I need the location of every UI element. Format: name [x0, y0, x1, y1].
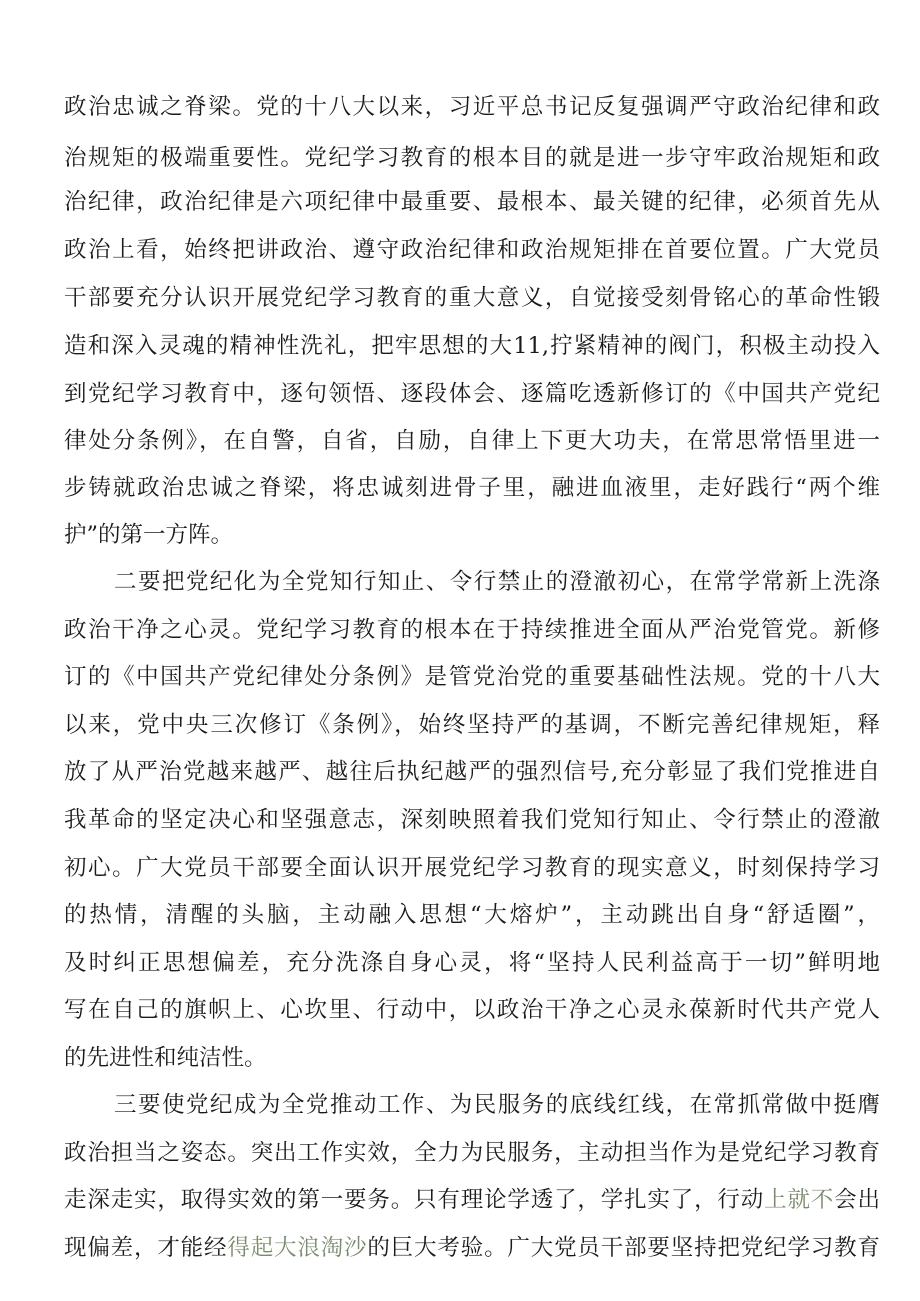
text-line: 政治上看，始终把讲政治、遵守政治纪律和政治规矩排在首要位置。广大党员 — [64, 237, 880, 263]
text-line-indented: 二要把党纪化为全党知行知止、令行禁止的澄澈初心，在常学常新上洗涤 — [114, 569, 880, 595]
text-line: 造和深入灵魂的精神性洗礼，把牢思想的大11,拧紧精神的阀门，积极主动投入 — [64, 333, 880, 359]
text-line: 初心。广大党员干部要全面认识开展党纪学习教育的现实意义，时刻保持学习 — [64, 855, 880, 881]
text-line: 政治担当之姿态。突出工作实效，全力为民服务，主动担当作为是党纪学习教育 — [64, 1140, 880, 1166]
text-line: 治纪律，政治纪律是六项纪律中最重要、最根本、最关键的纪律，必须首先从 — [64, 189, 880, 215]
text-line: 订的《中国共产党纪律处分条例》是管党治党的重要基础性法规。党的十八大 — [64, 664, 880, 690]
text-line: 的热情，清醒的头脑，主动融入思想“大熔炉”，主动跳出自身“舒适圈”， — [64, 902, 880, 928]
text-line: 的先进性和纯洁性。 — [64, 1045, 267, 1071]
text-line: 及时纠正思想偏差，充分洗涤自身心灵，将“坚持人民利益高于一切”鲜明地 — [64, 950, 880, 976]
text-line: 现偏差，才能经得起大浪淘沙的巨大考验。广大党员干部要坚持把党纪学习教育 — [64, 1235, 880, 1261]
text-line: 到党纪学习教育中，逐句领悟、逐段体会、逐篇吃透新修订的《中国共产党纪 — [64, 381, 880, 407]
text-line: 放了从严治党越来越严、越往后执纪越严的强烈信号,充分彰显了我们党推进自 — [64, 759, 880, 785]
text-line: 治规矩的极端重要性。党纪学习教育的根本目的就是进一步守牢政治规矩和政 — [64, 145, 880, 171]
faded-text-fragment: 得起大浪淘沙 — [227, 1235, 368, 1261]
text-line: 护”的第一方阵。 — [64, 522, 234, 548]
text-line: 政治忠诚之脊梁。党的十八大以来，习近平总书记反复强调严守政治纪律和政 — [64, 94, 880, 120]
text-line: 走深走实，取得实效的第一要务。只有理论学透了，学扎实了，行动上就不会出 — [64, 1187, 880, 1213]
text-line: 步铸就政治忠诚之脊梁，将忠诚刻进骨子里，融进血液里，走好践行“两个维 — [64, 475, 880, 501]
text-line: 我革命的坚定决心和坚强意志，深刻映照着我们党知行知止、令行禁止的澄澈 — [64, 807, 880, 833]
text-line-indented: 三要使党纪成为全党推动工作、为民服务的底线红线，在常抓常做中挺膺 — [114, 1092, 880, 1118]
faded-text-fragment: 上就不 — [764, 1187, 835, 1213]
text-line: 政治干净之心灵。党纪学习教育的根本在于持续推进全面从严治党管党。新修 — [64, 617, 880, 643]
text-line: 写在自己的旗帜上、心坎里、行动中，以政治干净之心灵永葆新时代共产党人 — [64, 997, 880, 1023]
text-line: 以来，党中央三次修订《条例》，始终坚持严的基调，不断完善纪律规矩，释 — [64, 712, 880, 738]
text-line: 律处分条例》，在自警，自省，自励，自律上下更大功夫，在常思常悟里进一 — [64, 428, 880, 454]
text-line: 干部要充分认识开展党纪学习教育的重大意义，自觉接受刻骨铭心的革命性锻 — [64, 285, 880, 311]
